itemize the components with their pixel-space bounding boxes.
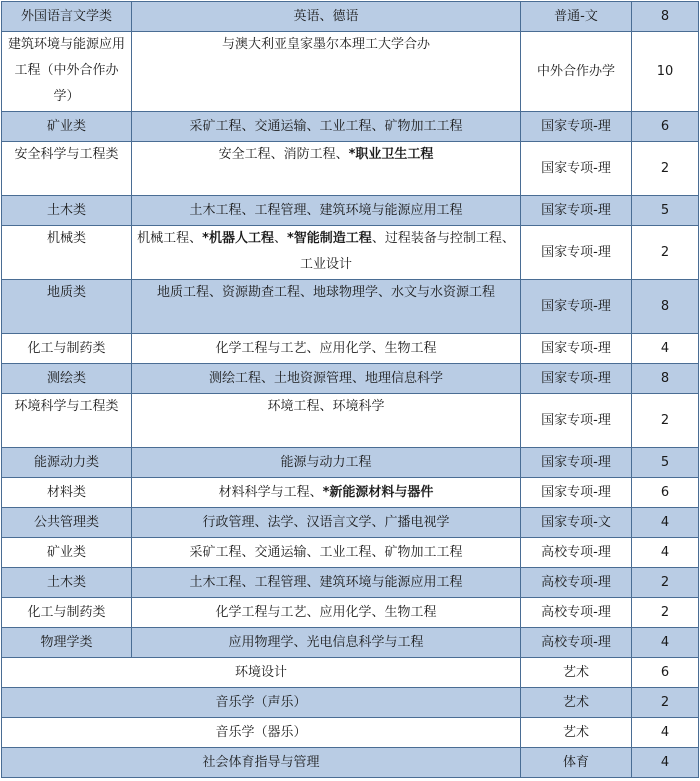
major-text: 、过程装备与控制工程、工业设计 [299,231,515,272]
major-text: 采矿工程、交通运输、工业工程、矿物加工工程 [189,544,463,560]
majors-cell [132,226,521,280]
major-cell: 音乐学（器乐） [2,718,521,748]
majors-cell [132,568,521,598]
batch-cell: 国家专项-理 [521,112,632,142]
major-text: 行政管理、法学、汉语言文学、广播电视学 [202,514,450,530]
category-cell: 矿业类 [2,112,132,142]
major-text: 能源与动力工程 [280,454,372,470]
table-row [2,748,699,778]
table-row [2,226,699,280]
category-cell: 建筑环境与能源应用工程（中外合作办学） [2,32,132,112]
majors-cell [132,196,521,226]
table-row [2,364,699,394]
batch-cell: 艺术 [521,658,632,688]
majors-cell [132,2,521,32]
batch-cell: 普通-文 [521,2,632,32]
batch-cell: 国家专项-理 [521,196,632,226]
batch-cell: 国家专项-理 [521,478,632,508]
majors-cell [132,448,521,478]
batch-cell: 艺术 [521,718,632,748]
batch-cell: 国家专项-理 [521,280,632,334]
batch-cell: 国家专项-理 [521,142,632,196]
count-cell: 8 [632,2,699,32]
majors-cell [132,628,521,658]
batch-cell: 体育 [521,748,632,778]
major-text: 安全工程、消防工程、 [218,147,349,162]
majors-cell [132,32,521,112]
major-text: 环境工程、环境科学 [267,399,385,414]
count-cell: 2 [632,598,699,628]
count-cell: 2 [632,142,699,196]
majors-cell [132,508,521,538]
table-row [2,2,699,32]
category-cell: 测绘类 [2,364,132,394]
batch-cell: 中外合作办学 [521,32,632,112]
majors-cell [132,598,521,628]
majors-cell [132,478,521,508]
count-cell: 10 [632,32,699,112]
table-row [2,598,699,628]
table-row [2,478,699,508]
count-cell: 5 [632,196,699,226]
table-row [2,538,699,568]
category-cell: 土木类 [2,568,132,598]
category-cell: 矿业类 [2,538,132,568]
count-cell: 6 [632,658,699,688]
major-text: 应用物理学、光电信息科学与工程 [228,634,424,650]
table-row [2,628,699,658]
category-cell: 化工与制药类 [2,334,132,364]
category-cell: 化工与制药类 [2,598,132,628]
major-text: 材料科学与工程、 [218,484,323,500]
majors-cell [132,538,521,568]
batch-cell: 高校专项-理 [521,568,632,598]
count-cell: 4 [632,508,699,538]
category-cell: 能源动力类 [2,448,132,478]
table-row [2,394,699,448]
count-cell: 2 [632,394,699,448]
major-cell: 社会体育指导与管理 [2,748,521,778]
table-row [2,508,699,538]
count-cell: 8 [632,364,699,394]
table-row [2,196,699,226]
featured-major: *机器人工程 [202,231,274,246]
major-cell: 音乐学（声乐） [2,688,521,718]
count-cell: 2 [632,226,699,280]
count-cell: 2 [632,568,699,598]
table-row [2,718,699,748]
majors-cell [132,334,521,364]
major-text: 测绘工程、土地资源管理、地理信息科学 [208,370,443,386]
count-cell: 4 [632,538,699,568]
major-text: 采矿工程、交通运输、工业工程、矿物加工工程 [189,118,463,134]
major-text: 与澳大利亚皇家墨尔本理工大学合办 [221,37,430,52]
majors-cell [132,364,521,394]
majors-cell [132,394,521,448]
table-row [2,142,699,196]
major-cell: 环境设计 [2,658,521,688]
majors-cell [132,112,521,142]
category-cell: 土木类 [2,196,132,226]
enrollment-table [1,1,699,778]
batch-cell: 国家专项-理 [521,334,632,364]
major-text: 机械工程、 [137,231,203,246]
batch-cell: 高校专项-理 [521,598,632,628]
table-row [2,448,699,478]
major-text: 化学工程与工艺、应用化学、生物工程 [215,604,437,620]
count-cell: 2 [632,688,699,718]
table-body [2,2,699,778]
count-cell: 8 [632,280,699,334]
category-cell: 环境科学与工程类 [2,394,132,448]
majors-cell [132,280,521,334]
count-cell: 4 [632,748,699,778]
count-cell: 4 [632,334,699,364]
batch-cell: 国家专项-理 [521,394,632,448]
count-cell: 5 [632,448,699,478]
category-cell: 材料类 [2,478,132,508]
category-cell: 机械类 [2,226,132,280]
featured-major: *智能制造工程 [287,231,372,246]
category-cell: 物理学类 [2,628,132,658]
category-cell: 安全科学与工程类 [2,142,132,196]
major-text: 地质工程、资源勘查工程、地球物理学、水文与水资源工程 [156,285,495,300]
table-row [2,688,699,718]
category-cell: 外国语言文学类 [2,2,132,32]
table-row [2,32,699,112]
table-row [2,112,699,142]
count-cell: 4 [632,718,699,748]
batch-cell: 国家专项-理 [521,448,632,478]
batch-cell: 高校专项-理 [521,628,632,658]
count-cell: 4 [632,628,699,658]
table-row [2,280,699,334]
major-text: 土木工程、工程管理、建筑环境与能源应用工程 [189,574,463,590]
category-cell: 地质类 [2,280,132,334]
table-row [2,334,699,364]
batch-cell: 国家专项-理 [521,364,632,394]
category-cell: 公共管理类 [2,508,132,538]
batch-cell: 高校专项-理 [521,538,632,568]
major-text: 土木工程、工程管理、建筑环境与能源应用工程 [189,202,463,218]
count-cell: 6 [632,112,699,142]
featured-major: *新能源材料与器件 [322,484,434,500]
count-cell: 6 [632,478,699,508]
table-row [2,568,699,598]
batch-cell: 国家专项-理 [521,226,632,280]
batch-cell: 艺术 [521,688,632,718]
majors-cell [132,142,521,196]
featured-major: *职业卫生工程 [348,147,434,162]
batch-cell: 国家专项-文 [521,508,632,538]
major-text: 英语、德语 [293,8,359,24]
major-text: 、 [273,231,287,246]
table-row [2,658,699,688]
major-text: 化学工程与工艺、应用化学、生物工程 [215,340,437,356]
